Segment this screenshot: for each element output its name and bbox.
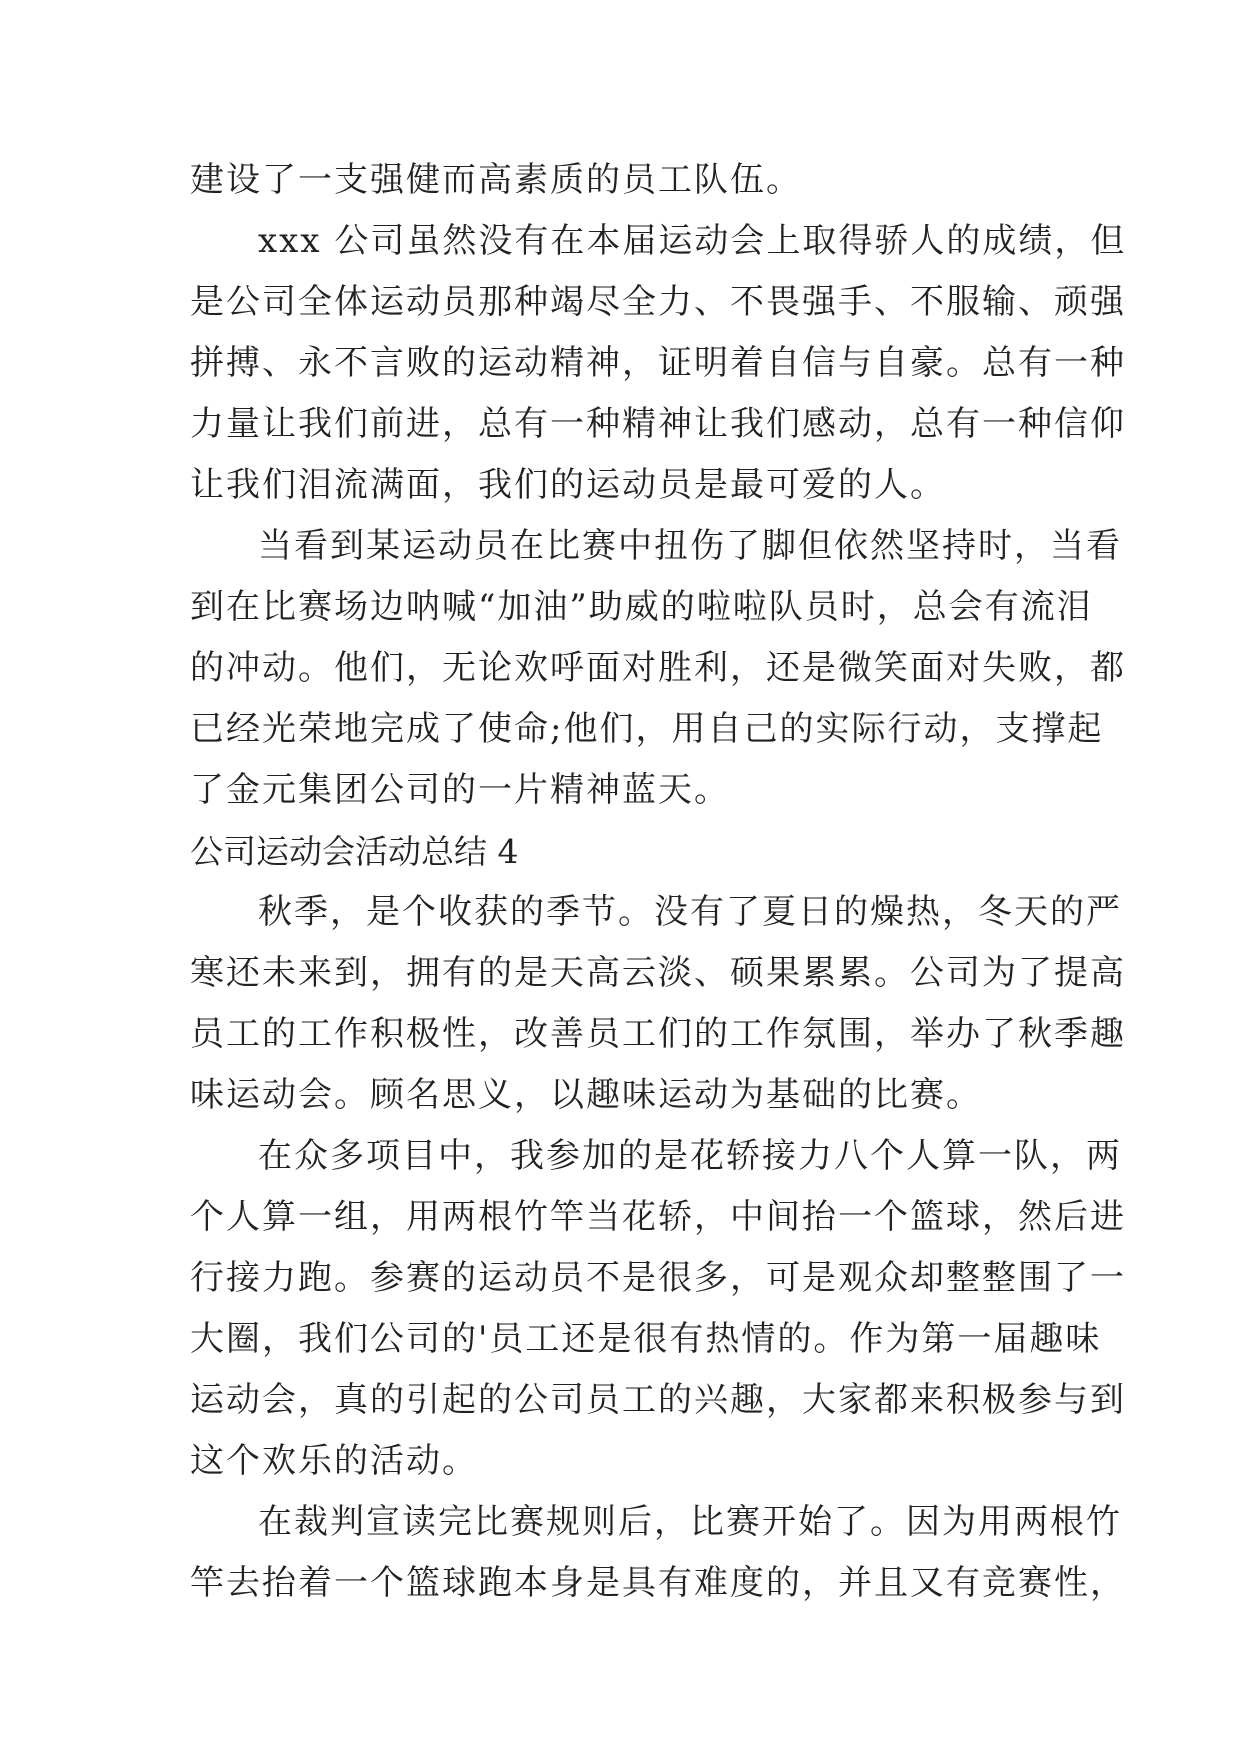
paragraph-start-line: xxx 公司虽然没有在本届运动会上取得骄人的成绩，但: [258, 221, 1127, 261]
text-line: 味运动会。顾名思义，以趣味运动为基础的比赛。: [190, 1075, 982, 1115]
text-line: 已经光荣地完成了使命;他们，用自己的实际行动，支撑起: [190, 709, 1104, 749]
text-line: 的冲动。他们，无论欢呼面对胜利，还是微笑面对失败，都: [190, 648, 1126, 688]
text-line: 让我们泪流满面，我们的运动员是最可爱的人。: [190, 465, 946, 505]
text-line: 行接力跑。参赛的运动员不是很多，可是观众却整整围了一: [190, 1258, 1126, 1298]
text-line: 运动会，真的引起的公司员工的兴趣，大家都来积极参与到: [190, 1380, 1126, 1420]
text-line: 竿去抬着一个篮球跑本身是具有难度的，并且又有竞赛性，: [190, 1563, 1126, 1603]
text-line: 寒还未来到，拥有的是天高云淡、硕果累累。公司为了提高: [190, 953, 1126, 993]
text-line: 力量让我们前进，总有一种精神让我们感动，总有一种信仰: [190, 404, 1126, 444]
text-line: 建设了一支强健而高素质的员工队伍。: [190, 160, 802, 200]
text-line: 到在比赛场边呐喊“加油”助威的啦啦队员时，总会有流泪: [190, 587, 1093, 627]
paragraph-start-line: 在众多项目中，我参加的是花轿接力八个人算一队，两: [258, 1136, 1122, 1176]
text-line: 个人算一组，用两根竹竿当花轿，中间抬一个篮球，然后进: [190, 1197, 1126, 1237]
paragraph-start-line: 当看到某运动员在比赛中扭伤了脚但依然坚持时，当看: [258, 526, 1122, 566]
paragraph-start-line: 秋季，是个收获的季节。没有了夏日的燥热，冬天的严: [258, 892, 1122, 932]
text-line: 了金元集团公司的一片精神蓝天。: [190, 770, 730, 810]
text-line: 拼搏、永不言败的运动精神，证明着自信与自豪。总有一种: [190, 343, 1126, 383]
text-line: 是公司全体运动员那种竭尽全力、不畏强手、不服输、顽强: [190, 282, 1126, 322]
text-line: 这个欢乐的活动。: [190, 1441, 478, 1481]
section-heading: 公司运动会活动总结 4: [190, 832, 519, 871]
paragraph-start-line: 在裁判宣读完比赛规则后，比赛开始了。因为用两根竹: [258, 1502, 1122, 1542]
document-body: [190, 150, 1127, 1614]
text-line: 大圈，我们公司的'员工还是很有热情的。作为第一届趣味: [190, 1319, 1102, 1359]
text-line: 员工的工作积极性，改善员工们的工作氛围，举办了秋季趣: [190, 1014, 1126, 1054]
